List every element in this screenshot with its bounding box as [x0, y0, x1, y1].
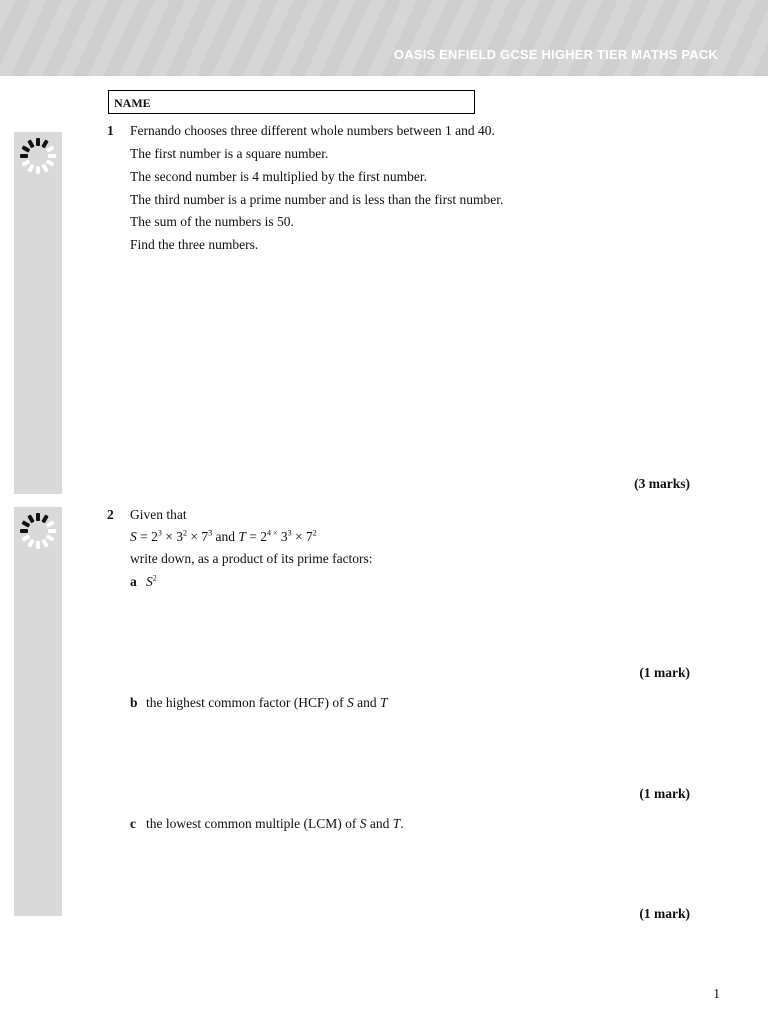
progress-dial-icon — [16, 509, 60, 553]
question-2-instruction: write down, as a product of its prime factors: — [130, 551, 373, 566]
question-1-line: Fernando chooses three different whole numbers between 1 and 40. — [130, 123, 495, 138]
question-2-margin-bar — [14, 507, 62, 916]
question-2-equation: $S = 2^3 \times 3^2 \times 7^3$ and $T = 2^{4 \times}$ $3^3 \times 7^2$ — [130, 528, 317, 544]
part-a-text: $S^2$ — [146, 573, 157, 589]
name-label: NAME — [114, 96, 151, 110]
question-2-intro: Given that — [130, 507, 187, 522]
header-title: OASIS ENFIELD GCSE HIGHER TIER MATHS PACK — [393, 47, 718, 62]
page-header — [0, 0, 768, 76]
question-1-line: The third number is a prime number and is less than the first number. — [130, 192, 504, 207]
var-t: T — [238, 529, 246, 544]
part-b-marks: (1 mark) — [639, 786, 690, 801]
part-a-letter: a — [130, 574, 137, 589]
question-1-marks: (3 marks) — [634, 476, 690, 491]
part-a-marks: (1 mark) — [639, 665, 690, 680]
name-field[interactable] — [108, 90, 475, 114]
page-number: 1 — [713, 986, 720, 1001]
part-b-letter: b — [130, 695, 138, 710]
question-1-line: The first number is a square number. — [130, 146, 329, 161]
progress-dial-icon — [16, 134, 60, 178]
part-c-text: the lowest common multiple (LCM) of S and T. — [146, 816, 404, 831]
question-1-line: The second number is 4 multiplied by the first number. — [130, 169, 427, 184]
part-c-letter: c — [130, 816, 136, 831]
question-2-number: 2 — [107, 507, 114, 522]
part-b-text: the highest common factor (HCF) of S and T — [146, 695, 388, 710]
var-s: S — [130, 529, 137, 544]
part-c-marks: (1 mark) — [639, 906, 690, 921]
question-1-number: 1 — [107, 123, 114, 138]
question-1-line: The sum of the numbers is 50. — [130, 214, 294, 229]
question-1-line: Find the three numbers. — [130, 237, 259, 252]
question-1-margin-bar — [14, 132, 62, 494]
